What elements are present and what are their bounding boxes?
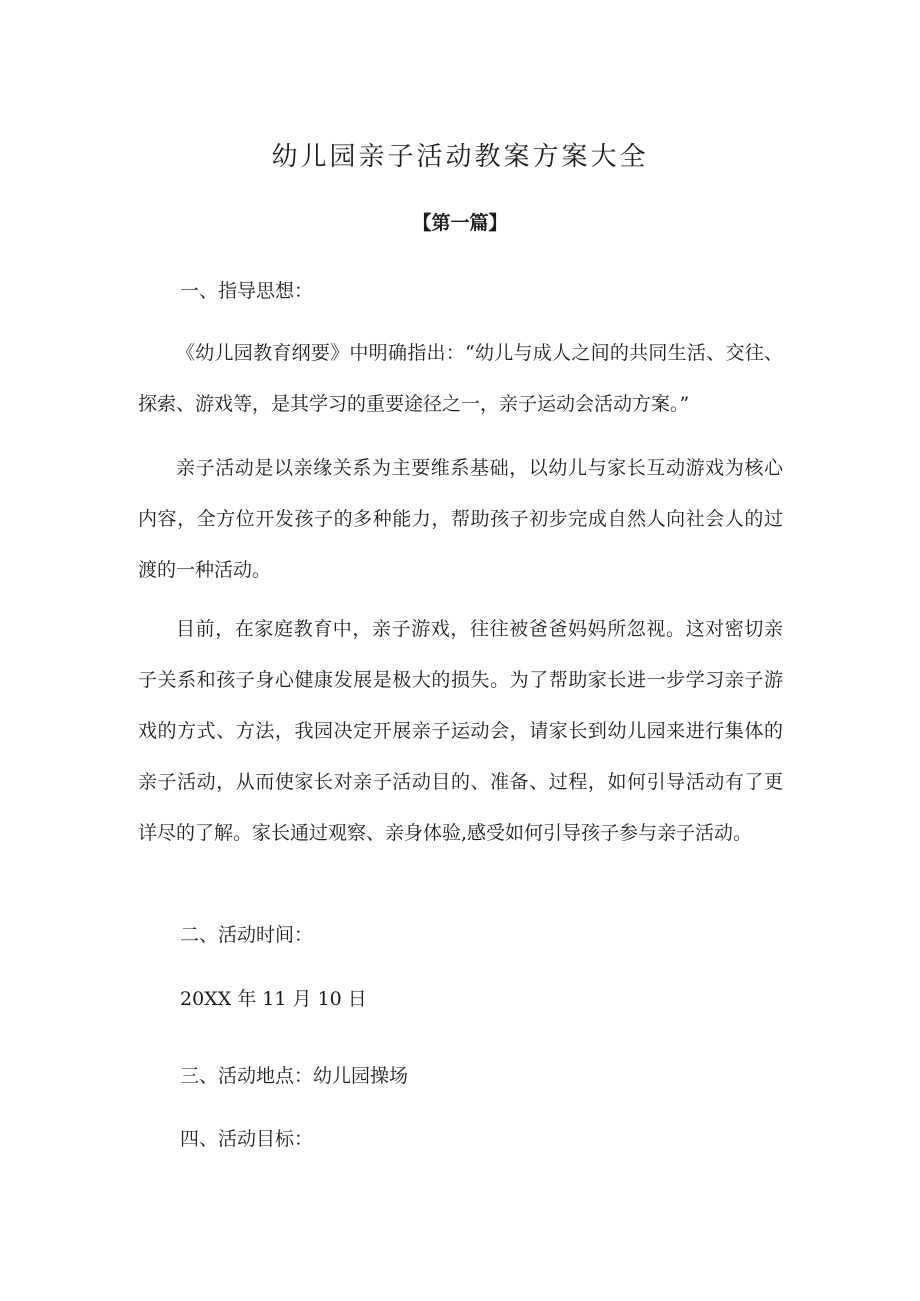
paragraph-text: 目前，在家庭教育中，亲子游戏，往往被爸爸妈妈所忽视。这对密切亲子关系和孩子身心健康发展是极大的损失。为了帮助家长进一步学习亲子游戏的方式、方法，我园决定开展亲子运动会，请家长到幼儿园来进行集体的亲子活动，从而使家长对亲子活动目的、准备、过程，如何引导活动有了更详尽的了解。家长通过观察、亲身体验,感受如何引导孩子参与亲子活动。 (138, 618, 783, 844)
heading-guiding-thought: 一、指导思想： (180, 280, 314, 302)
paragraph-parent-child-definition (138, 443, 783, 596)
section-label: 【第一篇】 (412, 212, 508, 234)
document-title: 幼儿园亲子活动教案方案大全 (271, 142, 649, 172)
heading-activity-time: 二、活动时间： (180, 924, 314, 946)
paragraph-current-situation (138, 604, 783, 859)
paragraph-text: 亲子活动是以亲缘关系为主要维系基础，以幼儿与家长互动游戏为核心内容，全方位开发孩子的多种能力，帮助孩子初步完成自然人向社会人的过渡的一种活动。 (138, 457, 783, 581)
heading-activity-goals: 四、活动目标： (180, 1128, 314, 1150)
paragraph-outline-quote (138, 328, 783, 430)
paragraph-text: 《幼儿园教育纲要》中明确指出：“幼儿与成人之间的共同生活、交往、探索、游戏等，是其学习的重要途径之一，亲子运动会活动方案。” (138, 342, 783, 415)
activity-date: 20XX 年 11 月 10 日 (180, 988, 367, 1010)
heading-activity-location: 三、活动地点：幼儿园操场 (180, 1065, 409, 1087)
